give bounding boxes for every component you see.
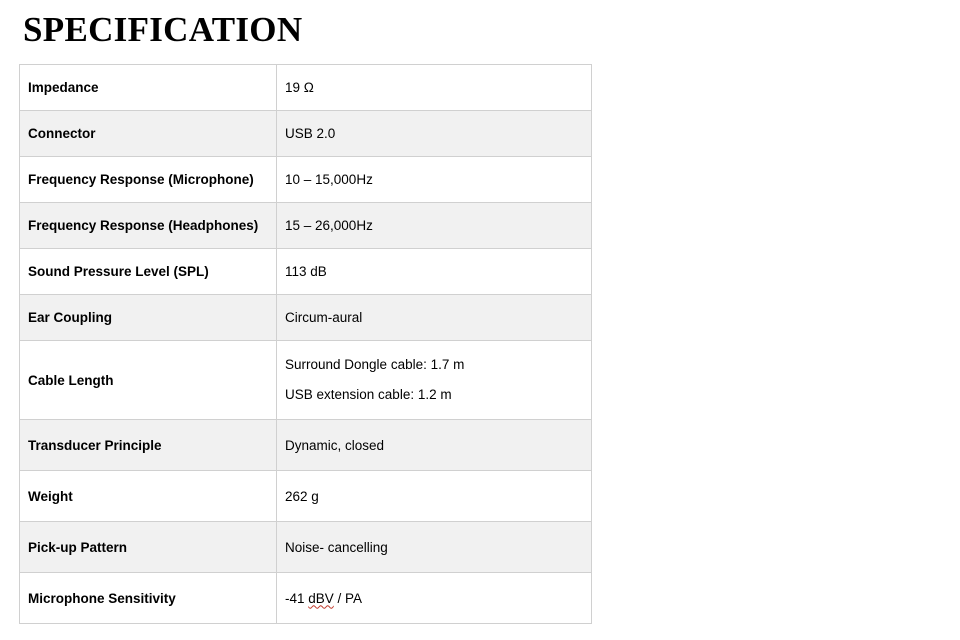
spec-label: Frequency Response (Headphones): [20, 203, 277, 249]
spec-value-line: USB extension cable: 1.2 m: [285, 387, 452, 402]
table-row: [20, 573, 592, 624]
spec-value-part: -41: [285, 590, 309, 606]
spec-label: Transducer Principle: [20, 420, 277, 471]
spec-value: [277, 341, 592, 420]
spec-value-line: Surround Dongle cable: 1.7 m: [285, 357, 465, 372]
spec-value: USB 2.0: [277, 111, 592, 157]
table-row: [20, 420, 592, 471]
spec-label: Sound Pressure Level (SPL): [20, 249, 277, 295]
spec-value: 19 Ω: [277, 65, 592, 111]
table-row: [20, 65, 592, 111]
spec-value: 113 dB: [277, 249, 592, 295]
table-row: [20, 157, 592, 203]
spec-label: Impedance: [20, 65, 277, 111]
spec-label: Microphone Sensitivity: [20, 573, 277, 624]
spec-value-part: / PA: [333, 590, 363, 606]
spec-value: [277, 573, 592, 624]
spec-value: Dynamic, closed: [277, 420, 592, 471]
spec-value: 262 g: [277, 471, 592, 522]
spec-label: Ear Coupling: [20, 295, 277, 341]
table-row: [20, 203, 592, 249]
spell-check-underlined-unit: dBV: [308, 590, 334, 606]
spec-label: Pick-up Pattern: [20, 522, 277, 573]
table-row: [20, 341, 592, 420]
specification-table: [19, 64, 592, 624]
spec-label: Cable Length: [20, 341, 277, 420]
spec-label: Connector: [20, 111, 277, 157]
table-row: [20, 295, 592, 341]
table-row: [20, 249, 592, 295]
table-row: [20, 111, 592, 157]
spec-label: Frequency Response (Microphone): [20, 157, 277, 203]
spec-value: Noise- cancelling: [277, 522, 592, 573]
page-title: SPECIFICATION: [23, 10, 303, 49]
spec-label: Weight: [20, 471, 277, 522]
spec-value: 15 – 26,000Hz: [277, 203, 592, 249]
table-row: [20, 471, 592, 522]
table-row: [20, 522, 592, 573]
spec-value: 10 – 15,000Hz: [277, 157, 592, 203]
spec-value: Circum-aural: [277, 295, 592, 341]
